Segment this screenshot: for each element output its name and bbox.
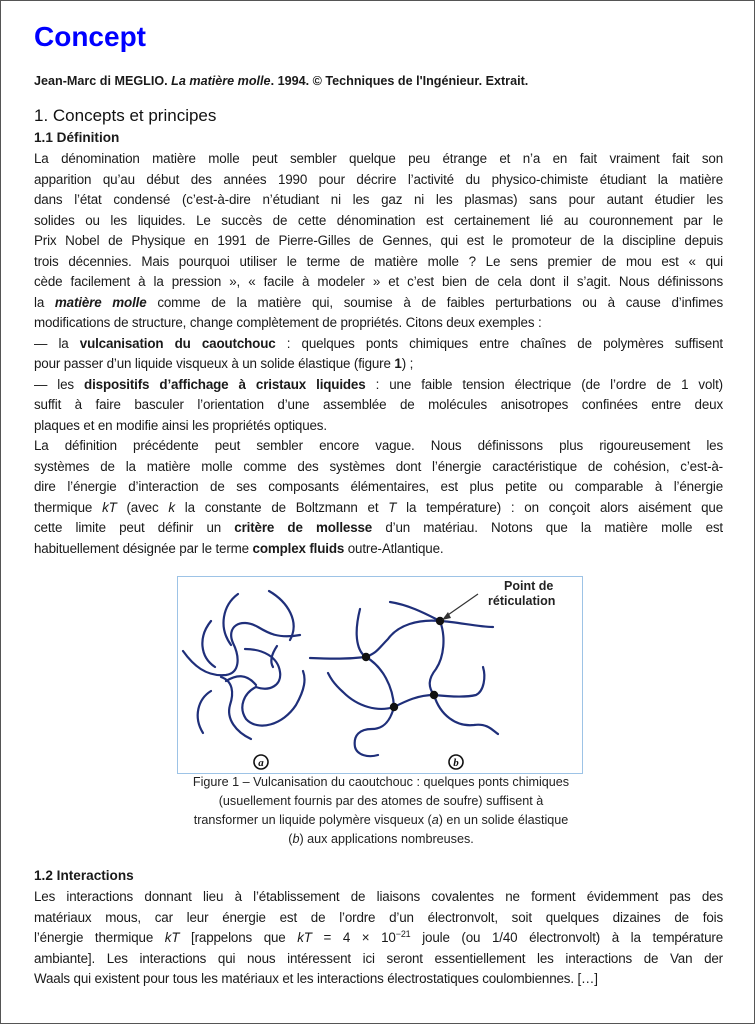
text-run: la constante de Boltzmann et — [174, 499, 389, 515]
text-line: trois décennies. Mais pourquoi utiliser le terme de matière molle ? Le sens premier de mou est « qui — [34, 253, 723, 269]
page-title: Concept — [34, 21, 146, 52]
text-line: Waals qui existent pour tous les matériaux et les interactions électrostatiques coulombiennes. […] — [34, 971, 598, 986]
text-line: apparition qu’au début des années 1990 pour décrire l’activité du physico-chimiste étudiant la matière — [34, 171, 723, 187]
text-line — [34, 498, 723, 519]
math-kT: kT — [297, 930, 312, 945]
crosslink-point — [430, 691, 438, 699]
annotation-line-1: Point de — [504, 579, 554, 593]
text-run: [rappelons que — [179, 930, 298, 945]
subsection-heading-interactions: 1.2 Interactions — [34, 868, 134, 883]
text-line: matériaux mous, car leur énergie est de l’ordre d’un électronvolt, soit quelques dizaines de fois — [34, 909, 723, 925]
caption-line: Figure 1 – Vulcanisation du caoutchouc : quelques ponts chimiques — [192, 775, 570, 789]
citation-rest: . 1994. © Techniques de l'Ingénieur. Extrait. — [270, 74, 529, 88]
text-run: la température) : on conçoit alors aisément que — [396, 499, 724, 515]
citation-work: La matière molle — [171, 74, 271, 88]
text-run: transformer un liquide polymère visqueux ( — [193, 813, 432, 827]
text-line — [34, 518, 723, 539]
text-line: plaques et en modifie ainsi les propriétés optiques. — [34, 417, 327, 433]
text-run: ) aux applications nombreuses. — [299, 832, 474, 846]
annotation-line-2: réticulation — [488, 594, 556, 608]
text-run: : quelques ponts chimiques entre chaînes de polymères suffisent — [275, 335, 723, 351]
text-line: La dénomination matière molle peut sembler quelque peu étrange et n’a en fait vraiment fait son — [34, 151, 723, 166]
crosslink-point — [362, 653, 370, 661]
text-run: la — [34, 294, 55, 310]
panel-a-label — [254, 755, 268, 769]
bold-term: dispositifs d’affichage à cristaux liquides — [84, 376, 366, 392]
caption-line: (usuellement fournis par des atomes de soufre) suffisent à — [218, 794, 544, 808]
definition-body — [34, 149, 723, 559]
panel-a-chains — [183, 591, 305, 739]
citation-author: Jean-Marc di MEGLIO. — [34, 74, 168, 88]
text-line — [34, 354, 723, 375]
panel-b-network — [310, 594, 498, 756]
text-run: (avec — [116, 499, 169, 515]
text-run: d’un matériau. Notons que la matière molle est — [372, 520, 723, 535]
emphasis-matiere-molle: matière molle — [54, 294, 147, 310]
text-line: cède facilement à la pression », « facile à modeler » et c’est bien de cela dont il s’agit. Nous définissons — [34, 274, 723, 289]
math-T: T — [388, 499, 397, 515]
math-kT: kT — [164, 930, 180, 945]
figure-1-vulcanisation — [177, 576, 583, 774]
math-kT: kT — [102, 499, 117, 515]
exponent: −21 — [395, 929, 411, 939]
text-line: La définition précédente peut sembler encore vague. Nous définissons plus rigoureusement les — [34, 438, 723, 453]
annotation — [488, 579, 555, 608]
text-run: thermique — [34, 499, 103, 515]
text-run: ) en un solide élastique — [438, 813, 569, 827]
citation — [34, 74, 528, 88]
text-run: l’énergie thermique — [34, 930, 165, 945]
subsection-heading-definition: 1.1 Définition — [34, 130, 120, 145]
text-line: suffit à faire basculer l’orientation d’une assemblée de molécules anisotropes confinées entre deux — [34, 397, 723, 412]
text-run: a — [431, 813, 439, 827]
caption-line — [141, 830, 621, 849]
bold-term: complex fluids — [252, 540, 345, 556]
text-line: ambiante]. Les interactions qui nous intéressent ici seront essentiellement les interactions de Van der — [34, 950, 723, 966]
text-run: — les — [34, 376, 85, 392]
text-line: systèmes de la matière molle comme des systèmes dont l’énergie caractéristique de cohésion, c’est-à- — [34, 458, 723, 474]
text-run: ) ; — [401, 356, 414, 371]
text-run: habituellement désignée par le terme — [34, 540, 253, 556]
figure-caption — [141, 773, 621, 849]
example-2 — [34, 375, 723, 396]
text-run: b — [292, 832, 300, 846]
text-line — [34, 928, 723, 949]
label-a: a — [258, 757, 264, 769]
annotation-arrow — [445, 594, 478, 617]
bold-term: critère de mollesse — [234, 520, 373, 535]
panel-b-label — [449, 755, 463, 769]
bold-term: vulcanisation du caoutchouc — [79, 335, 276, 351]
text-run: joule (ou 1/40 électronvolt) à la température — [410, 930, 724, 945]
math-k: k — [168, 499, 175, 515]
interactions-body — [34, 887, 723, 990]
text-run: outre-Atlantique. — [344, 540, 444, 556]
section-heading: 1. Concepts et principes — [34, 106, 217, 125]
text-run: = 4 × 10 — [311, 930, 396, 945]
text-line — [34, 293, 723, 314]
text-line: modifications de structure, change complètement de propriétés. Citons deux exemples : — [34, 315, 542, 330]
text-run: comme de la matière qui, soumise à de faibles perturbations ou à cause d’infimes — [146, 294, 723, 310]
text-line — [34, 539, 723, 560]
caption-line — [141, 811, 621, 830]
label-b: b — [453, 757, 459, 769]
example-1 — [34, 334, 723, 355]
figure-ref: 1 — [394, 356, 402, 371]
text-run: — la — [34, 335, 80, 351]
text-line: Prix Nobel de Physique en 1991 de Pierre-Gilles de Gennes, qui est le promoteur de la discipline depuis — [34, 233, 723, 248]
text-line: solides ou les liquides. Le succès de cette dénomination est certainement lié au couronnement par le — [34, 212, 723, 228]
text-run: ( — [288, 832, 293, 846]
text-line: dans l’état condensé (c’est-à-dire n’étudiant ni les gaz ni les plasmas) sans pour autant étudier les — [34, 192, 723, 207]
crosslink-point — [436, 617, 444, 625]
text-line: Les interactions donnant lieu à l’établissement de liaisons covalentes ne forment évidemment pas des — [34, 889, 723, 904]
crosslink-point — [390, 703, 398, 711]
polymer-network-illustration — [178, 577, 582, 773]
text-run: cette limite peut définir un — [34, 520, 235, 535]
text-line: dire l’énergie d’interaction de ses composants élémentaires, est plus petite ou comparable à l’énergie — [34, 479, 723, 494]
text-run: : une faible tension électrique (de l’ordre de 1 volt) — [365, 376, 723, 392]
text-run: pour passer d’un liquide visqueux à un solide élastique (figure — [34, 356, 395, 371]
